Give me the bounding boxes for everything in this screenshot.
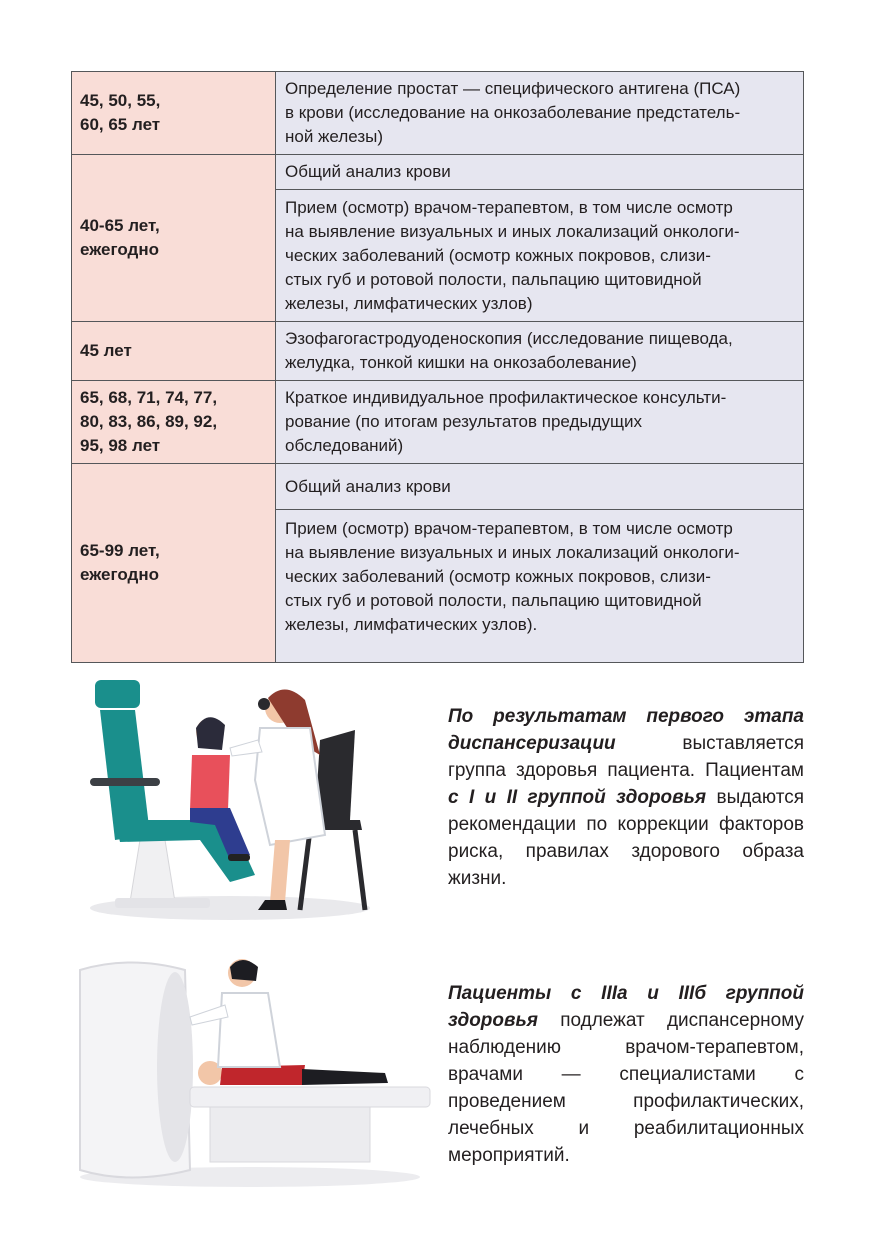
age-line: 60, 65 лет: [80, 115, 161, 134]
exam-cell: [276, 381, 804, 464]
age-cell: [72, 155, 276, 322]
doctor-hair: [230, 960, 258, 981]
mri-scanner-illustration: [70, 955, 435, 1190]
age-line: 45, 50, 55,: [80, 91, 161, 110]
emphasis-text: с I и II группой здоровья: [448, 787, 707, 808]
chair-armrest: [90, 778, 160, 786]
exam-line: на выявление визуальных и иных локализаций онкологи-: [285, 221, 740, 241]
exam-line: ческих заболеваний (осмотр кожных покровов, слизи-: [285, 245, 711, 265]
body-text: выставляется группа здоровья пациента. Пациентам: [448, 733, 804, 781]
exam-line: Общий анализ крови: [285, 476, 451, 496]
age-cell: [72, 72, 276, 155]
doctor-examining-child-illustration: [80, 670, 390, 925]
bed-base: [210, 1107, 370, 1162]
head-mirror-icon: [258, 698, 270, 710]
exam-line: Прием (осмотр) врачом-терапевтом, в том числе осмотр: [285, 197, 733, 217]
exam-line: обследований): [285, 436, 404, 455]
exam-line: железы, лимфатических узлов): [285, 293, 533, 313]
exam-cell: [276, 155, 804, 190]
exam-cell: [276, 464, 804, 510]
exam-line: Прием (осмотр) врачом-терапевтом, в том числе осмотр: [285, 519, 733, 538]
age-line: ежегодно: [80, 565, 159, 584]
exam-line: ческих заболеваний (осмотр кожных покровов, слизи-: [285, 567, 711, 586]
doctor-coat: [218, 993, 280, 1067]
age-line: ежегодно: [80, 240, 159, 259]
table-row: [72, 322, 804, 381]
table-row: [72, 72, 804, 155]
emphasis-text: Пациенты с IIIа и IIIб группой здоровья: [448, 983, 804, 1031]
screening-table: [71, 71, 804, 663]
patient-pants: [302, 1069, 388, 1085]
age-cell: [72, 322, 276, 381]
body-text: подлежат диспансерному наблюдению врачом-терапевтом, врачами — специалистами с проведением профилактических, лечебных и реабилитационных мероприятий.: [448, 1010, 804, 1166]
chair-foot: [115, 898, 210, 908]
age-line: 40-65 лет,: [80, 216, 160, 235]
doctor-leg: [270, 840, 290, 902]
exam-line: желудка, тонкой кишки на онкозаболевание): [285, 353, 637, 372]
scanner-bore: [157, 972, 193, 1162]
exam-line: железы, лимфатических узлов).: [285, 615, 538, 634]
exam-cell: [276, 190, 804, 322]
exam-line: в крови (исследование на онкозаболевание предстатель-: [285, 103, 741, 122]
chair-headrest: [95, 680, 140, 708]
age-line: 95, 98 лет: [80, 436, 161, 455]
emphasis-text: По результатам первого этапа диспансеризации: [448, 706, 804, 754]
dispensary-paragraph: [448, 980, 804, 1169]
exam-cell: [276, 510, 804, 663]
stool-leg: [355, 830, 365, 910]
age-cell: [72, 464, 276, 663]
table-row: [72, 155, 804, 190]
age-line: 65, 68, 71, 74, 77,: [80, 388, 218, 407]
exam-line: на выявление визуальных и иных локализаций онкологи-: [285, 543, 740, 562]
child-shirt: [190, 755, 230, 810]
exam-line: стых губ и ротовой полости, пальпацию щитовидной: [285, 269, 702, 289]
exam-line: рование (по итогам результатов предыдущих: [285, 412, 643, 431]
scanner-bed: [190, 1087, 430, 1107]
exam-line: Краткое индивидуальное профилактическое консульти-: [285, 388, 727, 407]
exam-line: стых губ и ротовой полости, пальпацию щитовидной: [285, 591, 702, 610]
child-shoes: [228, 854, 250, 861]
exam-line: Эзофагогастродуоденоскопия (исследование пищевода,: [285, 329, 733, 348]
exam-cell: [276, 322, 804, 381]
exam-line: ной железы): [285, 127, 383, 146]
chair-base: [130, 840, 175, 902]
exam-line: Определение простат — специфического антигена (ПСА): [285, 79, 741, 98]
age-line: 80, 83, 86, 89, 92,: [80, 412, 218, 431]
table-row: [72, 464, 804, 510]
table-row: [72, 381, 804, 464]
body-text: выдаются рекомендации по коррекции факторов риска, правилах здорового образа жизни.: [448, 787, 805, 889]
exam-cell: [276, 72, 804, 155]
age-line: 45 лет: [80, 341, 132, 360]
health-group-paragraph: [448, 703, 804, 892]
age-line: 65-99 лет,: [80, 541, 160, 560]
age-cell: [72, 381, 276, 464]
exam-line: Общий анализ крови: [285, 162, 451, 181]
